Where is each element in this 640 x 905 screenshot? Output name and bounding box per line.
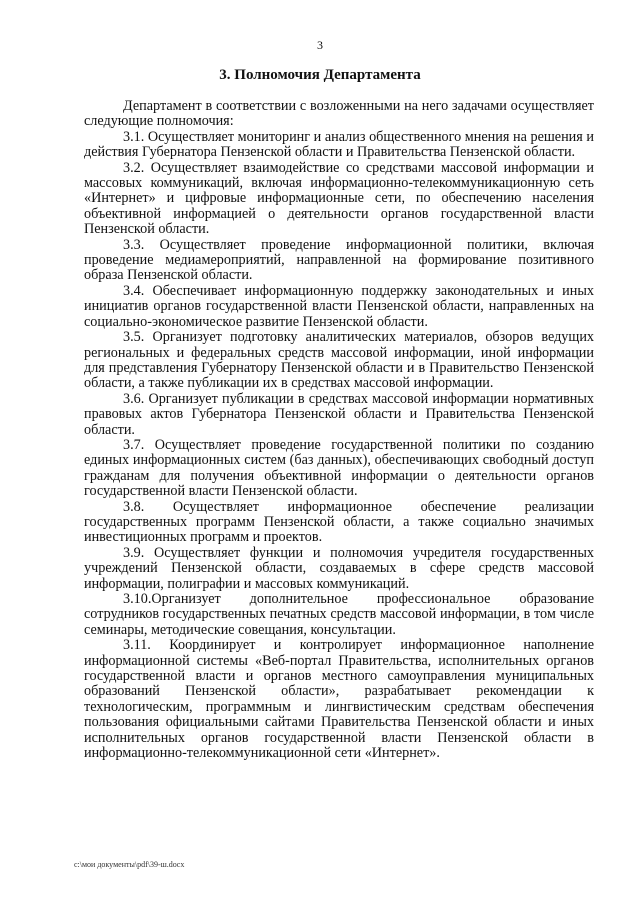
clause-3-3: 3.3. Осуществляет проведение информационной политики, включая проведение медиамероприятий, направленной на формирование позитивного образа Пензенской области. <box>84 236 594 284</box>
footer-file-path: c:\мои документы\pdf\39-ш.docx <box>74 860 185 869</box>
clause-3-2: 3.2. Осуществляет взаимодействие со средствами массовой информации и массовых коммуникаций, включая информационно-телекоммуникационную сеть «Интернет» и цифровые информационные сети, по обеспечению населения объективной информацией о деятельности органов государственной власти Пензенской области. <box>84 159 594 238</box>
intro-paragraph: Департамент в соответствии с возложенными на него задачами осуществляет следующие полномочия: <box>84 98 594 130</box>
clause-3-11: 3.11. Координирует и контролирует информационное наполнение информационной системы «Веб-портал Правительства, исполнительных органов государственной власти и органов местного самоуправления муниципальных образований Пензенской области», разрабатывает рекомендации к технологическим, программным и лингвистическим средствам обеспечения пользования официальными сайтами Правительства Пензенской области и иных исполнительных органов государственной власти Пензенской области в информационно-телекоммуникационной сети «Интернет». <box>84 637 594 762</box>
clause-3-6: 3.6. Организует публикации в средствах массовой информации нормативных правовых актов Губернатора Пензенской области и Правительства Пензенской области. <box>84 390 594 438</box>
page-number: 3 <box>317 38 323 52</box>
clause-3-5: 3.5. Организует подготовку аналитических материалов, обзоров ведущих региональных и федеральных средств массовой информации, иной информации для представления Губернатору Пензенской области и в Правительство Пензенской области, а также публикации их в средствах массовой информации. <box>84 329 594 392</box>
clause-3-1: 3.1. Осуществляет мониторинг и анализ общественного мнения на решения и действия Губернатора Пензенской области и Правительства Пензенской области. <box>84 128 594 161</box>
section-heading: 3. Полномочия Департамента <box>219 67 421 83</box>
document-body <box>84 99 594 761</box>
clause-3-10: 3.10.Организует дополнительное профессиональное образование сотрудников государственных печатных средств массовой информации, в том числе семинары, методические совещания, консультации. <box>84 591 594 638</box>
clause-3-8: 3.8. Осуществляет информационное обеспечение реализации государственных программ Пензенской области, а также социально значимых инвестиционных программ и проектов. <box>84 498 594 546</box>
clause-3-9: 3.9. Осуществляет функции и полномочия учредителя государственных учреждений Пензенской области, создаваемых в сфере средств массовой информации, полиграфии и массовых коммуникаций. <box>84 544 594 592</box>
clause-3-4: 3.4. Обеспечивает информационную поддержку законодательных и иных инициатив органов государственной власти Пензенской области, направленных на социально-экономическое развитие Пензенской области. <box>84 282 594 330</box>
clause-3-7: 3.7. Осуществляет проведение государственной политики по созданию единых информационных систем (баз данных), обеспечивающих свободный доступ гражданам для получения объективной информации о деятельности органов государственной власти Пензенской области. <box>84 436 594 500</box>
